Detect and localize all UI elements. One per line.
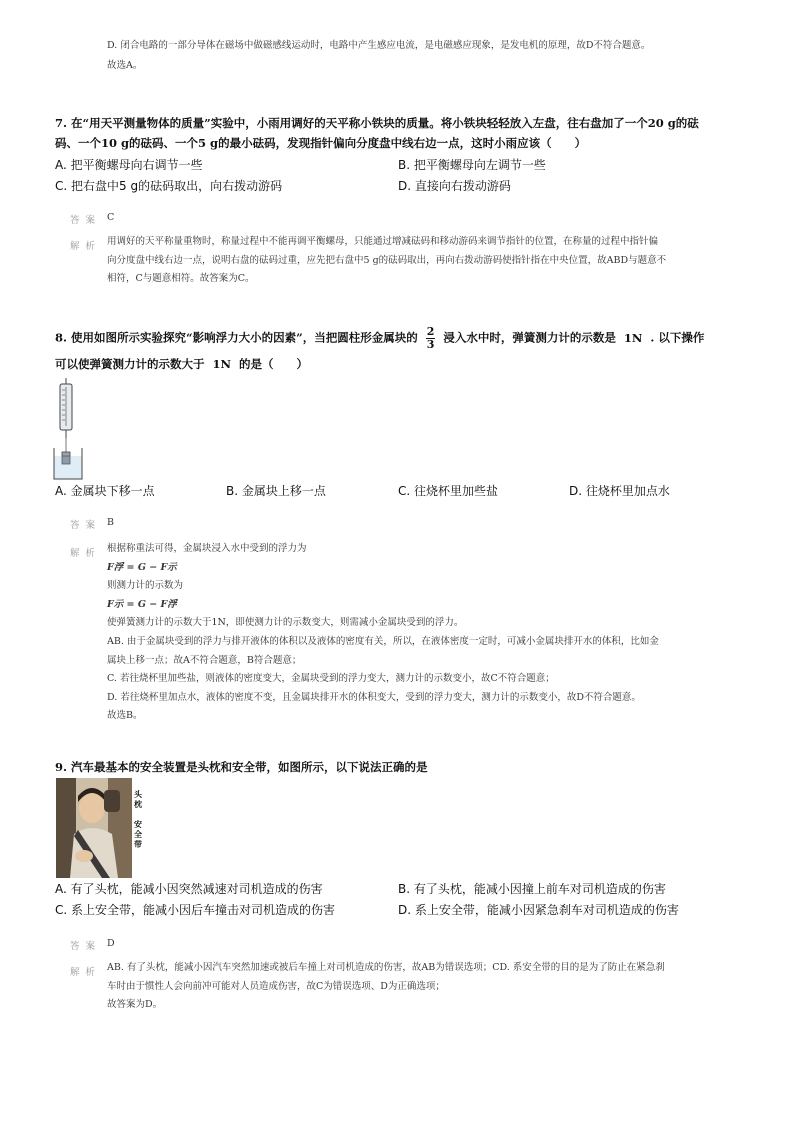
q9-answer: D: [107, 938, 115, 949]
q8-stem-line1: [55, 326, 704, 351]
q7-option-b[interactable]: B. 把平衡螺母向左调节一些: [398, 158, 546, 172]
q9-explain-line: 车时由于惯性人会向前冲可能对人员造成伤害，故C为错误选项、D为正确选项；: [107, 980, 445, 992]
fraction-denominator: 3: [426, 338, 435, 351]
q9-answer-label: 答案: [70, 941, 102, 952]
q8-stem-part: 浸入水中时，弹簧测力计的示数是: [443, 330, 616, 345]
q8-option-c[interactable]: C. 往烧杯里加些盐: [398, 484, 499, 498]
fraction-two-thirds: [426, 326, 436, 351]
q8-option-a[interactable]: A. 金属块下移一点: [55, 484, 155, 498]
q8-answer-label: 答案: [70, 520, 102, 531]
q9-option-a[interactable]: A. 有了头枕，能减小因突然减速对司机造成的伤害: [55, 882, 323, 896]
q7-explain-line: 用调好的天平称量重物时，称量过程中不能再调平衡螺母，只能通过增减砝码和移动游码来调节指针的位置，在称量的过程中指针偏: [107, 236, 659, 247]
q9-option-b[interactable]: B. 有了头枕，能减小因撞上前车对司机造成的伤害: [398, 882, 666, 896]
q8-stem-part: . 以下操作: [650, 330, 705, 345]
q9-explanation: [107, 959, 665, 1015]
q9-explain-label: 解析: [70, 967, 102, 978]
q7-answer-label: 答案: [70, 215, 102, 226]
q9-option-c[interactable]: C. 系上安全带，能减小因后车撞击对司机造成的伤害: [55, 903, 336, 917]
q8-formula-buoyancy: F浮 = G − F示: [107, 561, 177, 573]
q8-explain-line: 属块上移一点；故A不符合题意，B符合题意；: [107, 654, 302, 666]
q7-option-a[interactable]: A. 把平衡螺母向右调节一些: [55, 158, 203, 172]
q8-stem-part: 可以使弹簧测力计的示数大于: [55, 357, 205, 371]
q9-stem: 9. 汽车最基本的安全装置是头枕和安全带，如图所示，以下说法正确的是: [55, 760, 428, 774]
q8-option-d[interactable]: D. 往烧杯里加点水: [569, 484, 670, 498]
q7-explain-label: 解析: [70, 241, 102, 252]
q7-stem-line1: 7. 在“用天平测量物体的质量”实验中，小雨用调好的天平称小铁块的质量。将小铁块轻轻放入左盘，往右盘加了一个20 g的砝: [55, 116, 699, 130]
q8-stem-line2: [55, 353, 308, 375]
spring-scale-beaker-figure: [50, 378, 90, 480]
photo-label-seatbelt: 安全带: [134, 820, 142, 849]
q7-explain-line: 向分度盘中线右边一点，说明右盘的砝码过重，应先把右盘中5 g的砝码取出，再向右拨动游码使指针指在中央位置，故ABD与题意不: [107, 254, 667, 266]
q8-formula-reading: F示 = G − F浮: [107, 598, 177, 610]
prev-option-d-text: D. 闭合电路的一部分导体在磁场中做磁感线运动时，电路中产生感应电流，是电磁感应现象，是发电机的原理，故D不符合题意。: [107, 40, 651, 51]
q7-option-c[interactable]: C. 把右盘中5 g的砝码取出，向右拨动游码: [55, 179, 283, 193]
q8-explain-line: D. 若往烧杯里加点水，液体的密度不变，且金属块排开水的体积变大，受到的浮力变大，测力计的示数变小，故D不符合题意。: [107, 691, 641, 703]
q9-explain-line: 故答案为D。: [107, 999, 163, 1011]
q8-explain-line: 故选B。: [107, 710, 143, 722]
q7-answer: C: [107, 212, 115, 223]
photo-label-headrest: 头枕: [134, 790, 142, 809]
driver-seatbelt-photo: [56, 778, 132, 878]
prev-conclusion: 故选A。: [107, 60, 143, 71]
q8-explain-line: 使弹簧测力计的示数大于1N，即使测力计的示数变大，则需减小金属块受到的浮力。: [107, 617, 464, 629]
q7-explanation: [107, 233, 666, 289]
q8-explain-line: 根据称重法可得，金属块浸入水中受到的浮力为: [107, 543, 307, 554]
q8-explain-label: 解析: [70, 548, 102, 559]
q8-option-b[interactable]: B. 金属块上移一点: [226, 484, 326, 498]
q8-stem-part: 的是（ ）: [239, 357, 309, 371]
q8-stem-part: 8. 使用如图所示实验探究“影响浮力大小的因素”，当把圆柱形金属块的: [55, 330, 418, 345]
q8-explain-line: C. 若往烧杯里加些盐，则液体的密度变大，金属块受到的浮力变大，测力计的示数变小，故C不符合题意；: [107, 673, 555, 685]
q8-value-1n: 1N: [212, 357, 232, 371]
q7-stem-line2: 码、一个10 g的砝码、一个5 g的最小砝码，发现指针偏向分度盘中线右边一点，这时小雨应该（ ）: [55, 136, 587, 150]
q7-option-d[interactable]: D. 直接向右拨动游码: [398, 179, 511, 193]
q9-option-d[interactable]: D. 系上安全带，能减小因紧急刹车对司机造成的伤害: [398, 903, 679, 917]
q9-explain-line: AB. 有了头枕，能减小因汽车突然加速或被后车撞上对司机造成的伤害，故AB为错误选项；CD. 系安全带的目的是为了防止在紧急刹: [107, 962, 665, 973]
q8-explanation: [107, 540, 659, 726]
q8-value-1n: 1N: [623, 330, 643, 345]
q8-explain-line: 则测力计的示数为: [107, 580, 184, 592]
fraction-numerator: 2: [426, 325, 435, 338]
q8-explain-line: AB. 由于金属块受到的浮力与排开液体的体积以及液体的密度有关，所以，在液体密度一定时，可减小金属块排开水的体积，比如金: [107, 635, 659, 647]
q7-explain-line: 相符，C与题意相符。故答案为C。: [107, 273, 255, 285]
q8-answer: B: [107, 517, 114, 528]
